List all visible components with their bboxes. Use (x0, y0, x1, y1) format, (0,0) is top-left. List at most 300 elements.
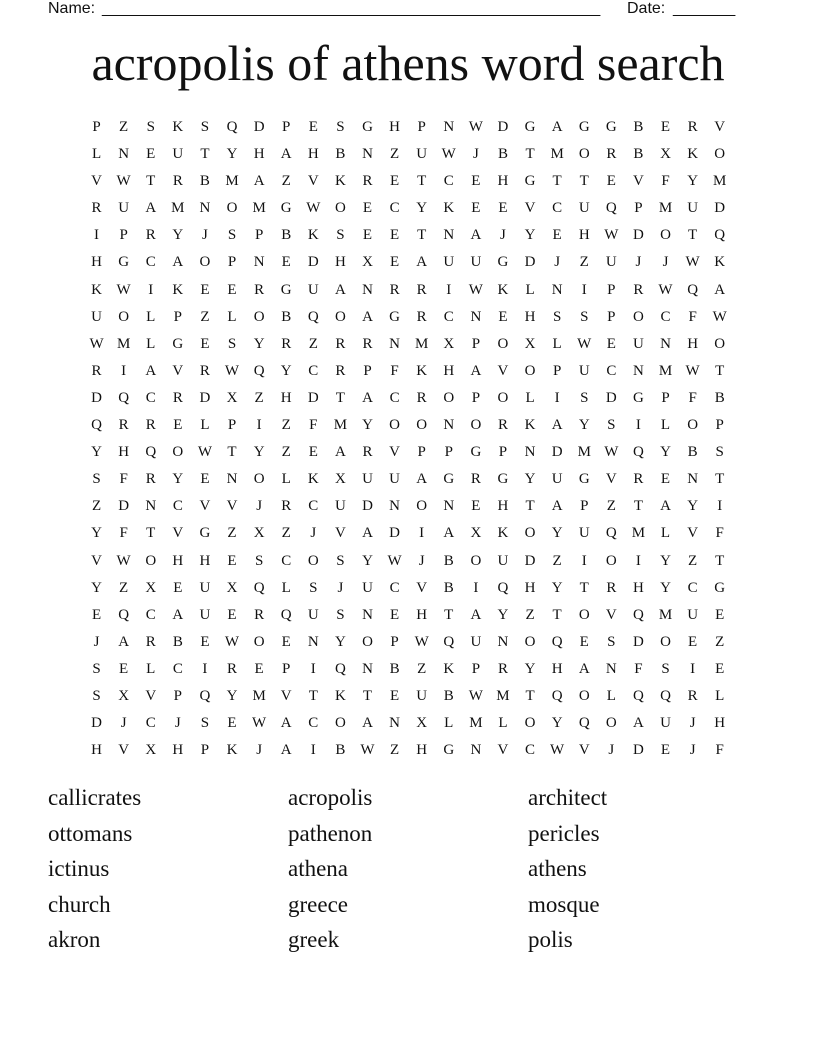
grid-letter: V (145, 687, 157, 704)
grid-letter: D (307, 254, 319, 271)
grid-letter: O (145, 552, 157, 569)
grid-letter: L (281, 579, 291, 596)
grid-letter: T (444, 606, 454, 623)
grid-letter: W (685, 254, 700, 271)
grid-letter: V (91, 552, 102, 569)
grid-letter: Q (497, 579, 509, 596)
grid-letter: N (605, 660, 617, 677)
grid-letter: E (227, 552, 237, 569)
grid-letter: S (580, 389, 589, 406)
grid-letter: E (389, 687, 400, 704)
grid-letter: Z (525, 606, 535, 623)
grid-letter: P (607, 281, 616, 298)
grid-letter: P (200, 742, 210, 759)
grid-letter: O (497, 335, 509, 352)
grid-letter: O (226, 200, 238, 217)
grid-letter: A (118, 633, 130, 650)
grid-letter: N (145, 498, 157, 515)
grid-letter: O (660, 633, 671, 650)
grid-letter: A (362, 525, 373, 542)
grid-letter: H (633, 579, 644, 596)
grid-letter: C (389, 200, 400, 217)
grid-letter: H (416, 606, 428, 623)
grid-letter: Y (362, 417, 373, 434)
word-column (48, 780, 268, 958)
grid-letter: L (227, 308, 237, 325)
grid-letter: I (717, 498, 723, 515)
grid-letter: K (307, 227, 319, 244)
grid-letter: K (443, 660, 455, 677)
grid-letter: Y (551, 579, 563, 596)
grid-letter: D (307, 389, 319, 406)
grid-letter: W (550, 742, 565, 759)
grid-letter: N (443, 119, 455, 135)
grid-letter: O (633, 308, 644, 325)
grid-letter: V (389, 444, 400, 461)
grid-letter: O (389, 417, 400, 434)
grid-letter: M (252, 200, 266, 217)
grid-letter: A (362, 308, 373, 325)
word-list-item: acropolis (288, 785, 373, 810)
grid-letter: F (119, 525, 128, 542)
grid-letter: Z (715, 633, 725, 650)
grid-letter: Y (172, 471, 184, 488)
grid-letter: N (389, 715, 400, 732)
grid-row (83, 439, 733, 466)
grid-letter: P (607, 308, 616, 325)
grid-letter: U (362, 471, 373, 488)
grid-letter: R (362, 173, 373, 190)
grid-letter: G (524, 173, 536, 190)
grid-letter: E (715, 606, 725, 623)
grid-letter: N (443, 227, 455, 244)
grid-letter: H (443, 362, 455, 379)
grid-letter: F (634, 660, 643, 677)
grid-letter: G (118, 254, 130, 271)
letter-grid (83, 114, 733, 764)
grid-letter: P (282, 660, 291, 677)
grid-letter: O (605, 552, 617, 569)
date-blank-line: _______ (673, 0, 736, 17)
grid-letter: R (91, 200, 102, 217)
grid-letter: I (635, 417, 641, 434)
grid-letter: S (200, 715, 210, 732)
grid-letter: S (661, 660, 670, 677)
grid-letter: J (662, 254, 669, 271)
grid-letter: V (280, 687, 292, 704)
grid-letter: T (688, 227, 698, 244)
grid-letter: A (470, 606, 482, 623)
word-list-item: ottomans (48, 820, 133, 846)
grid-letter: B (687, 444, 698, 461)
grid-letter: D (551, 444, 563, 461)
grid-letter: P (119, 227, 128, 244)
grid-letter: D (633, 633, 644, 650)
grid-letter: V (416, 579, 428, 596)
grid-letter: M (658, 606, 673, 623)
grid-letter: F (715, 742, 724, 759)
grid-letter: R (389, 281, 400, 298)
grid-row (83, 114, 733, 141)
grid-letter: W (685, 362, 700, 379)
grid-letter: Q (551, 633, 563, 650)
grid-letter: G (605, 119, 617, 135)
grid-letter: Q (253, 579, 265, 596)
grid-letter: H (714, 715, 726, 732)
grid-letter: H (416, 742, 428, 759)
grid-letter: P (552, 362, 562, 379)
grid-letter: C (443, 308, 454, 325)
word-list-item: church (48, 891, 111, 917)
grid-letter: I (690, 660, 696, 677)
grid-letter: X (416, 715, 428, 732)
grid-letter: E (606, 335, 616, 352)
grid-letter: H (524, 579, 536, 596)
grid-letter: I (202, 660, 208, 677)
name-blank-line: ________________________________________________________ (102, 0, 601, 17)
grid-letter: R (227, 660, 238, 677)
grid-letter: L (498, 715, 508, 732)
grid-letter: N (362, 146, 373, 163)
grid-letter: X (443, 335, 455, 352)
grid-letter: B (281, 227, 292, 244)
grid-letter: Z (417, 660, 427, 677)
grid-letter: L (146, 335, 156, 352)
grid-letter: K (334, 173, 346, 190)
grid-letter: P (471, 335, 481, 352)
grid-letter: P (580, 498, 589, 515)
grid-letter: W (89, 335, 104, 352)
grid-letter: V (497, 742, 509, 759)
grid-letter: C (281, 552, 292, 569)
grid-letter: L (146, 308, 156, 325)
grid-letter: P (417, 119, 426, 135)
grid-letter: G (524, 119, 536, 135)
grid-letter: J (202, 227, 208, 244)
grid-letter: R (687, 119, 698, 135)
grid-letter: A (660, 498, 671, 515)
grid-letter: K (172, 281, 184, 298)
grid-letter: Z (91, 498, 102, 515)
grid-letter: N (660, 335, 671, 352)
grid-letter: T (200, 146, 210, 163)
grid-letter: J (174, 715, 181, 732)
grid-letter: V (524, 200, 536, 217)
grid-row (83, 710, 733, 737)
grid-letter: U (551, 471, 563, 488)
grid-letter: P (173, 687, 182, 704)
grid-letter: D (633, 227, 644, 244)
grid-letter: A (551, 119, 563, 135)
grid-letter: W (604, 444, 619, 461)
grid-letter: A (253, 173, 265, 190)
grid-letter: S (92, 471, 101, 488)
grid-letter: N (389, 335, 400, 352)
grid-letter: T (417, 173, 427, 190)
grid-letter: G (497, 471, 509, 488)
word-list-item: athena (288, 856, 349, 882)
grid-row (83, 385, 733, 412)
grid-letter: T (525, 687, 535, 704)
grid-letter: E (308, 119, 318, 135)
grid-letter: Y (226, 687, 238, 704)
word-list-item: ictinus (48, 856, 110, 882)
grid-letter: Q (605, 200, 617, 217)
grid-letter: T (362, 687, 373, 704)
grid-letter: W (116, 281, 131, 298)
grid-letter: M (496, 687, 510, 704)
grid-letter: Y (524, 660, 536, 677)
grid-letter: Y (497, 606, 509, 623)
word-list-item: greece (288, 891, 348, 917)
grid-letter: J (689, 742, 696, 759)
grid-letter: H (172, 552, 184, 569)
grid-row (83, 602, 733, 629)
grid-letter: J (472, 146, 479, 163)
grid-letter: B (389, 660, 400, 677)
grid-letter: G (497, 254, 509, 271)
grid-letter: U (334, 498, 346, 515)
grid-letter: Q (660, 687, 671, 704)
grid-letter: C (145, 715, 156, 732)
grid-letter: R (281, 335, 292, 352)
grid-letter: N (524, 444, 536, 461)
grid-letter: H (497, 498, 509, 515)
grid-letter: O (470, 552, 482, 569)
grid-letter: W (414, 633, 429, 650)
grid-letter: M (658, 362, 673, 379)
grid-letter: H (199, 552, 211, 569)
grid-letter: Z (389, 146, 400, 163)
grid-letter: H (334, 254, 346, 271)
grid-letter: N (253, 254, 265, 271)
grid-letter: O (172, 444, 184, 461)
grid-letter: C (606, 362, 617, 379)
grid-letter: D (714, 200, 726, 217)
grid-letter: G (362, 119, 373, 135)
grid-letter: Z (552, 552, 562, 569)
grid-letter: O (362, 633, 373, 650)
grid-letter: C (172, 660, 183, 677)
grid-letter: Q (307, 308, 319, 325)
grid-letter: U (118, 200, 130, 217)
grid-letter: A (145, 200, 157, 217)
grid-letter: X (226, 389, 238, 406)
grid-letter: I (310, 660, 316, 677)
grid-row (83, 629, 733, 656)
grid-letter: U (172, 146, 184, 163)
grid-letter: P (661, 389, 670, 406)
grid-letter: P (417, 444, 426, 461)
grid-letter: I (554, 389, 560, 406)
grid-letter: K (172, 119, 184, 135)
grid-row (83, 683, 733, 710)
grid-letter: Y (660, 444, 671, 461)
grid-letter: M (225, 173, 239, 190)
grid-letter: V (91, 173, 102, 190)
grid-letter: V (687, 525, 699, 542)
grid-letter: E (552, 227, 562, 244)
grid-letter: S (227, 227, 237, 244)
grid-letter: E (227, 281, 237, 298)
grid-letter: Q (118, 606, 130, 623)
grid-letter: U (91, 308, 102, 325)
grid-letter: E (389, 173, 400, 190)
grid-letter: B (199, 173, 210, 190)
grid-letter: C (145, 254, 156, 271)
grid-letter: S (336, 552, 345, 569)
grid-letter: U (605, 254, 617, 271)
grid-letter: Q (280, 606, 292, 623)
grid-letter: Y (660, 552, 671, 569)
grid-letter: K (226, 742, 238, 759)
grid-letter: L (200, 417, 210, 434)
grid-letter: E (91, 606, 102, 623)
grid-letter: T (715, 552, 725, 569)
grid-letter: M (577, 444, 591, 461)
grid-letter: S (92, 660, 101, 677)
grid-letter: N (226, 471, 238, 488)
grid-letter: I (581, 281, 587, 298)
grid-letter: A (280, 146, 292, 163)
grid-letter: H (118, 444, 130, 461)
grid-letter: H (687, 335, 699, 352)
grid-letter: R (254, 281, 265, 298)
grid-letter: H (524, 308, 536, 325)
grid-letter: B (497, 146, 508, 163)
grid-letter: U (362, 579, 373, 596)
grid-letter: R (687, 687, 698, 704)
grid-letter: Y (687, 498, 699, 515)
grid-letter: R (416, 281, 427, 298)
grid-letter: J (337, 579, 344, 596)
grid-letter: N (199, 200, 211, 217)
grid-letter: H (253, 146, 265, 163)
grid-letter: G (714, 579, 726, 596)
grid-letter: O (578, 606, 590, 623)
grid-letter: U (633, 335, 644, 352)
grid-letter: O (253, 308, 265, 325)
grid-letter: B (443, 579, 454, 596)
grid-letter: Y (416, 200, 428, 217)
grid-letter: W (306, 200, 321, 217)
grid-letter: O (578, 687, 590, 704)
grid-letter: T (525, 498, 535, 515)
grid-letter: N (443, 417, 455, 434)
grid-letter: K (687, 146, 699, 163)
grid-letter: R (254, 606, 265, 623)
grid-letter: Z (281, 173, 291, 190)
grid-letter: E (471, 173, 481, 190)
grid-letter: R (362, 335, 373, 352)
grid-letter: F (688, 308, 697, 325)
grid-letter: L (715, 687, 725, 704)
grid-letter: Y (172, 227, 184, 244)
grid-letter: X (226, 579, 238, 596)
grid-letter: X (145, 742, 157, 759)
grid-letter: Z (579, 254, 589, 271)
grid-letter: Q (605, 525, 617, 542)
grid-letter: E (173, 579, 183, 596)
grid-letter: S (607, 417, 616, 434)
grid-letter: W (224, 633, 240, 650)
grid-letter: I (94, 227, 100, 244)
grid-letter: E (308, 444, 318, 461)
grid-letter: A (145, 362, 157, 379)
grid-letter: R (362, 444, 373, 461)
grid-letter: Z (389, 742, 400, 759)
word-list-item: pericles (528, 820, 600, 846)
grid-letter: Q (118, 389, 130, 406)
grid-letter: S (309, 579, 318, 596)
grid-letter: D (118, 498, 130, 515)
grid-letter: Q (145, 444, 157, 461)
grid-letter: U (578, 362, 590, 379)
grid-letter: A (416, 254, 428, 271)
grid-letter: Y (253, 444, 265, 461)
grid-letter: L (444, 715, 454, 732)
grid-letter: U (497, 552, 509, 569)
grid-letter: F (119, 471, 128, 488)
grid-letter: Q (91, 417, 102, 434)
grid-letter: R (633, 471, 644, 488)
grid-letter: R (172, 173, 183, 190)
grid-letter: C (308, 498, 319, 515)
grid-letter: T (308, 687, 318, 704)
grid-letter: X (145, 579, 157, 596)
grid-letter: E (227, 715, 237, 732)
grid-letter: H (497, 173, 509, 190)
grid-letter: D (524, 254, 536, 271)
grid-letter: E (200, 281, 210, 298)
grid-letter: Z (281, 444, 291, 461)
word-list-item: mosque (528, 891, 600, 917)
grid-letter: C (389, 389, 400, 406)
grid-letter: G (578, 119, 590, 135)
grid-letter: G (578, 471, 590, 488)
grid-letter: Q (226, 119, 238, 135)
grid-letter: M (469, 715, 483, 732)
grid-letter: N (497, 633, 509, 650)
grid-letter: V (307, 173, 319, 190)
grid-letter: J (120, 715, 127, 732)
grid-letter: E (362, 200, 373, 217)
grid-letter: C (552, 200, 563, 217)
grid-letter: L (606, 687, 616, 704)
word-list-item: athens (528, 856, 587, 882)
grid-row (83, 141, 733, 168)
grid-letter: H (91, 742, 102, 759)
grid-letter: V (578, 742, 590, 759)
grid-letter: E (498, 308, 508, 325)
grid-letter: X (660, 146, 671, 163)
grid-letter: L (660, 417, 671, 434)
grid-letter: V (172, 362, 184, 379)
grid-letter: B (443, 687, 454, 704)
grid-letter: Q (199, 687, 211, 704)
grid-row (83, 520, 733, 547)
grid-letter: E (119, 660, 129, 677)
grid-letter: O (524, 633, 536, 650)
grid-letter: E (200, 633, 210, 650)
grid-letter: E (254, 660, 264, 677)
grid-letter: O (443, 389, 455, 406)
grid-letter: R (145, 633, 156, 650)
grid-letter: E (146, 146, 156, 163)
grid-letter: W (468, 281, 483, 298)
grid-letter: P (471, 389, 481, 406)
grid-letter: A (470, 227, 482, 244)
